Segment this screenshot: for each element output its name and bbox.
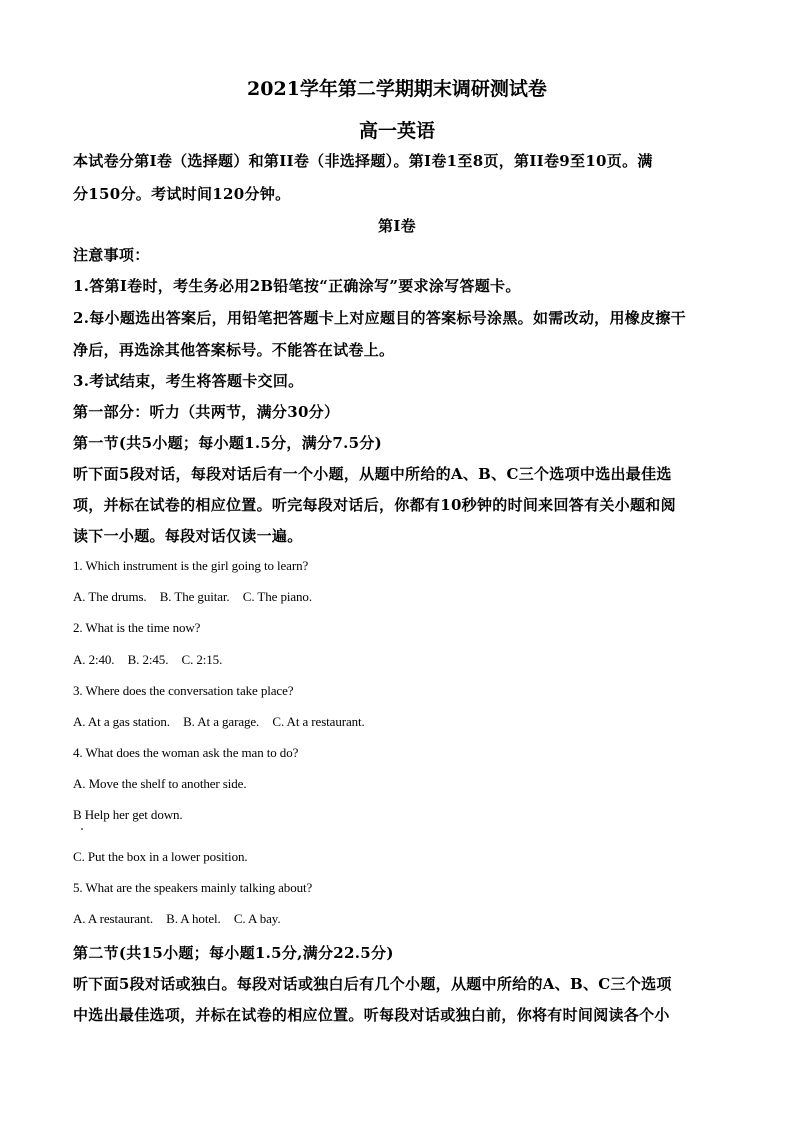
part1-heading: 第一部分：听力（共两节，满分30分） xyxy=(73,403,340,421)
option-c: C. The piano. xyxy=(242,589,312,604)
section2-instructions-line-1: 听下面5段对话或独白。每段对话或独白后有几个小题，从题中所给的A、B、C三个选项 xyxy=(73,975,672,993)
option-c: C. Put the box in a lower position. xyxy=(73,849,248,864)
section1-instructions-line-2: 项，并标在试卷的相应位置。听完每段对话后，你都有10秒钟的时间来回答有关小题和阅 xyxy=(73,496,676,514)
exam-subject: 高一英语 xyxy=(358,120,435,142)
notes-heading: 注意事项： xyxy=(73,246,150,264)
volume-heading: 第I卷 xyxy=(378,217,416,235)
stray-dot xyxy=(81,828,83,830)
option-a: A. The drums. xyxy=(73,589,147,604)
option-a: A. At a gas station. xyxy=(73,714,170,729)
section1-heading: 第一节(共5小题；每小题1.5分，满分7.5分) xyxy=(73,434,383,452)
question-options xyxy=(73,714,365,730)
note-item-3: 3.考试结束，考生将答题卡交回。 xyxy=(73,372,304,390)
option-b: B Help her get down. xyxy=(73,807,183,822)
note-item-2-line-1: 2.每小题选出答案后，用铅笔把答题卡上对应题目的答案标号涂黑。如需改动，用橡皮擦干 xyxy=(73,309,686,327)
option-a: A. A restaurant. xyxy=(73,911,153,926)
intro-line-2: 分150分。考试时间120分钟。 xyxy=(73,185,291,203)
question-stem: 1. Which instrument is the girl going to learn? xyxy=(73,558,309,573)
section1-instructions-line-3: 读下一小题。每段对话仅读一遍。 xyxy=(73,527,303,545)
option-c: C. 2:15. xyxy=(181,652,223,667)
question-stem: 4. What does the woman ask the man to do? xyxy=(73,745,299,760)
question-stem: 2. What is the time now? xyxy=(73,620,201,635)
section2-instructions-line-2: 中选出最佳选项，并标在试卷的相应位置。听每段对话或独白前，你将有时间阅读各个小 xyxy=(73,1006,670,1024)
intro-line-1: 本试卷分第I卷（选择题）和第II卷（非选择题）。第I卷1至8页，第II卷9至10页。满 xyxy=(73,152,653,170)
question-options xyxy=(73,589,312,605)
note-item-2-line-2: 净后，再选涂其他答案标号。不能答在试卷上。 xyxy=(73,341,395,359)
option-b: B. A hotel. xyxy=(166,911,221,926)
option-b: B. The guitar. xyxy=(159,589,230,604)
section1-instructions-line-1: 听下面5段对话，每段对话后有一个小题，从题中所给的A、B、C三个选项中选出最佳选 xyxy=(73,465,672,483)
option-a: A. Move the shelf to another side. xyxy=(73,776,247,791)
option-b: B. At a garage. xyxy=(183,714,260,729)
section2-heading: 第二节(共15小题；每小题1.5分,满分22.5分) xyxy=(73,944,394,962)
exam-title: 2021学年第二学期期末调研测试卷 xyxy=(247,78,547,100)
question-stem: 3. Where does the conversation take place? xyxy=(73,683,294,698)
option-b: B. 2:45. xyxy=(127,652,169,667)
option-c: C. A bay. xyxy=(233,911,281,926)
option-a: A. 2:40. xyxy=(73,652,115,667)
note-item-1: 1.答第I卷时，考生务必用2B铅笔按“正确涂写”要求涂写答题卡。 xyxy=(73,277,521,295)
question-options xyxy=(73,911,281,927)
question-options xyxy=(73,652,222,668)
question-stem: 5. What are the speakers mainly talking about? xyxy=(73,880,313,895)
option-c: C. At a restaurant. xyxy=(272,714,365,729)
